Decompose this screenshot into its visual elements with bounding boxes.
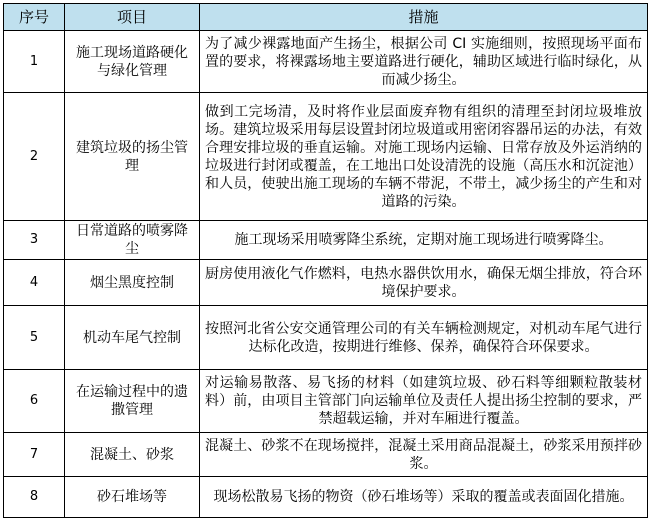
row-number: 2	[4, 93, 65, 221]
row-item: 建筑垃圾的扬尘管理	[65, 93, 200, 221]
row-measure: 厨房使用液化气作燃料，电热水器供饮用水，确保无烟尘排放，符合环境保护要求。	[200, 260, 648, 306]
row-item: 砂石堆场等	[65, 477, 200, 518]
row-measure: 对运输易散落、易飞扬的材料（如建筑垃圾、砂石料等细颗粒散装材料）前，由项目主管部门向运输单位及责任人提出扬尘控制的要求，严禁超载运输，并对车厢进行覆盖。	[200, 370, 648, 433]
table-row	[4, 477, 648, 518]
row-measure: 施工现场采用喷雾降尘系统，定期对施工现场进行喷雾降尘。	[200, 221, 648, 260]
table-row	[4, 31, 648, 93]
row-item: 施工现场道路硬化与绿化管理	[65, 31, 200, 93]
row-measure: 为了减少裸露地面产生扬尘，根据公司 CI 实施细则，按照现场平面布置的要求，将裸露场地主要道路进行硬化，辅助区域进行临时绿化，从而减少扬尘。	[200, 31, 648, 93]
row-number: 7	[4, 433, 65, 477]
row-number: 5	[4, 306, 65, 370]
table-row	[4, 306, 648, 370]
row-measure: 混凝土、砂浆不在现场搅拌，混凝土采用商品混凝土，砂浆采用预拌砂浆。	[200, 433, 648, 477]
row-number: 8	[4, 477, 65, 518]
row-number: 3	[4, 221, 65, 260]
row-item: 日常道路的喷雾降尘	[65, 221, 200, 260]
table-row	[4, 260, 648, 306]
header-row	[4, 4, 648, 31]
dust-control-table	[3, 3, 648, 518]
table-row	[4, 93, 648, 221]
row-number: 6	[4, 370, 65, 433]
table-row	[4, 433, 648, 477]
row-item: 机动车尾气控制	[65, 306, 200, 370]
header-number: 序号	[4, 4, 65, 31]
header-measure: 措施	[200, 4, 648, 31]
table-row	[4, 370, 648, 433]
row-item: 混凝土、砂浆	[65, 433, 200, 477]
row-number: 4	[4, 260, 65, 306]
row-measure: 做到工完场清，及时将作业层面废弃物有组织的清理至封闭垃圾堆放场。建筑垃圾采用每层设置封闭垃圾道或用密闭容器吊运的办法，有效合理安排垃圾的垂直运输。对施工现场内运输、日常存放及外运消纳的垃圾进行封闭或覆盖，在工地出口处设清洗的设施（高压水和沉淀池）和人员，使驶出施工现场的车辆不带泥，不带土，减少扬尘的产生和对道路的污染。	[200, 93, 648, 221]
row-item: 在运输过程中的遗撒管理	[65, 370, 200, 433]
row-number: 1	[4, 31, 65, 93]
row-measure: 按照河北省公安交通管理公司的有关车辆检测规定，对机动车尾气进行达标化改造，按期进行维修、保养，确保符合环保要求。	[200, 306, 648, 370]
row-measure: 现场松散易飞扬的物资（砂石堆场等）采取的覆盖或表面固化措施。	[200, 477, 648, 518]
table-row	[4, 221, 648, 260]
row-item: 烟尘黑度控制	[65, 260, 200, 306]
header-item: 项目	[65, 4, 200, 31]
